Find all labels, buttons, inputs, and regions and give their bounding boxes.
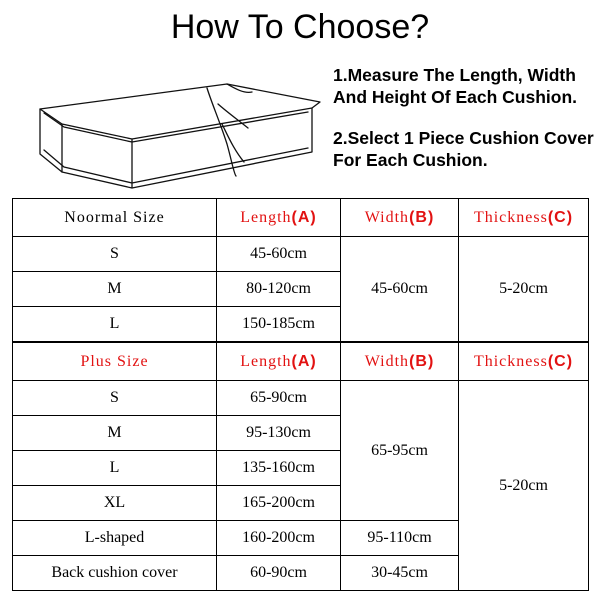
plus-size-header: Plus Size xyxy=(13,342,217,381)
size-cell: M xyxy=(13,272,217,307)
size-chart-table xyxy=(12,198,589,591)
width-cell: 30-45cm xyxy=(341,556,459,591)
length-cell: 60-90cm xyxy=(217,556,341,591)
length-header: Length(A) xyxy=(217,199,341,237)
length-cell: 65-90cm xyxy=(217,381,341,416)
size-cell: L-shaped xyxy=(13,521,217,556)
plus-size-header-row xyxy=(13,342,589,381)
table-row xyxy=(13,237,589,272)
length-cell: 135-160cm xyxy=(217,451,341,486)
thickness-header: Thickness(C) xyxy=(459,199,589,237)
instructions xyxy=(333,64,595,171)
length-cell: 95-130cm xyxy=(217,416,341,451)
length-cell: 80-120cm xyxy=(217,272,341,307)
width-cell: 95-110cm xyxy=(341,521,459,556)
normal-size-header-row xyxy=(13,199,589,237)
size-cell: S xyxy=(13,381,217,416)
width-cell: 45-60cm xyxy=(341,237,459,343)
normal-size-header: Noormal Size xyxy=(13,199,217,237)
length-header: Length(A) xyxy=(217,342,341,381)
page-title: How To Choose? xyxy=(170,8,430,46)
width-header: Width(B) xyxy=(341,199,459,237)
size-cell: Back cushion cover xyxy=(13,556,217,591)
size-cell: L xyxy=(13,451,217,486)
thickness-cell: 5-20cm xyxy=(459,381,589,591)
size-cell: M xyxy=(13,416,217,451)
step-measure: 1.Measure The Length, Width And Height Of Each Cushion. xyxy=(333,65,578,107)
size-cell: L xyxy=(13,307,217,343)
length-cell: 150-185cm xyxy=(217,307,341,343)
width-cell: 65-95cm xyxy=(341,381,459,521)
length-cell: 165-200cm xyxy=(217,486,341,521)
thickness-header: Thickness(C) xyxy=(459,342,589,381)
size-cell: XL xyxy=(13,486,217,521)
step-select: 2.Select 1 Piece Cushion Cover For Each Cushion. xyxy=(333,128,594,170)
length-cell: 45-60cm xyxy=(217,237,341,272)
size-cell: S xyxy=(13,237,217,272)
width-header: Width(B) xyxy=(341,342,459,381)
length-cell: 160-200cm xyxy=(217,521,341,556)
table-row xyxy=(13,381,589,416)
cushion-illustration xyxy=(22,64,322,204)
thickness-cell: 5-20cm xyxy=(459,237,589,343)
